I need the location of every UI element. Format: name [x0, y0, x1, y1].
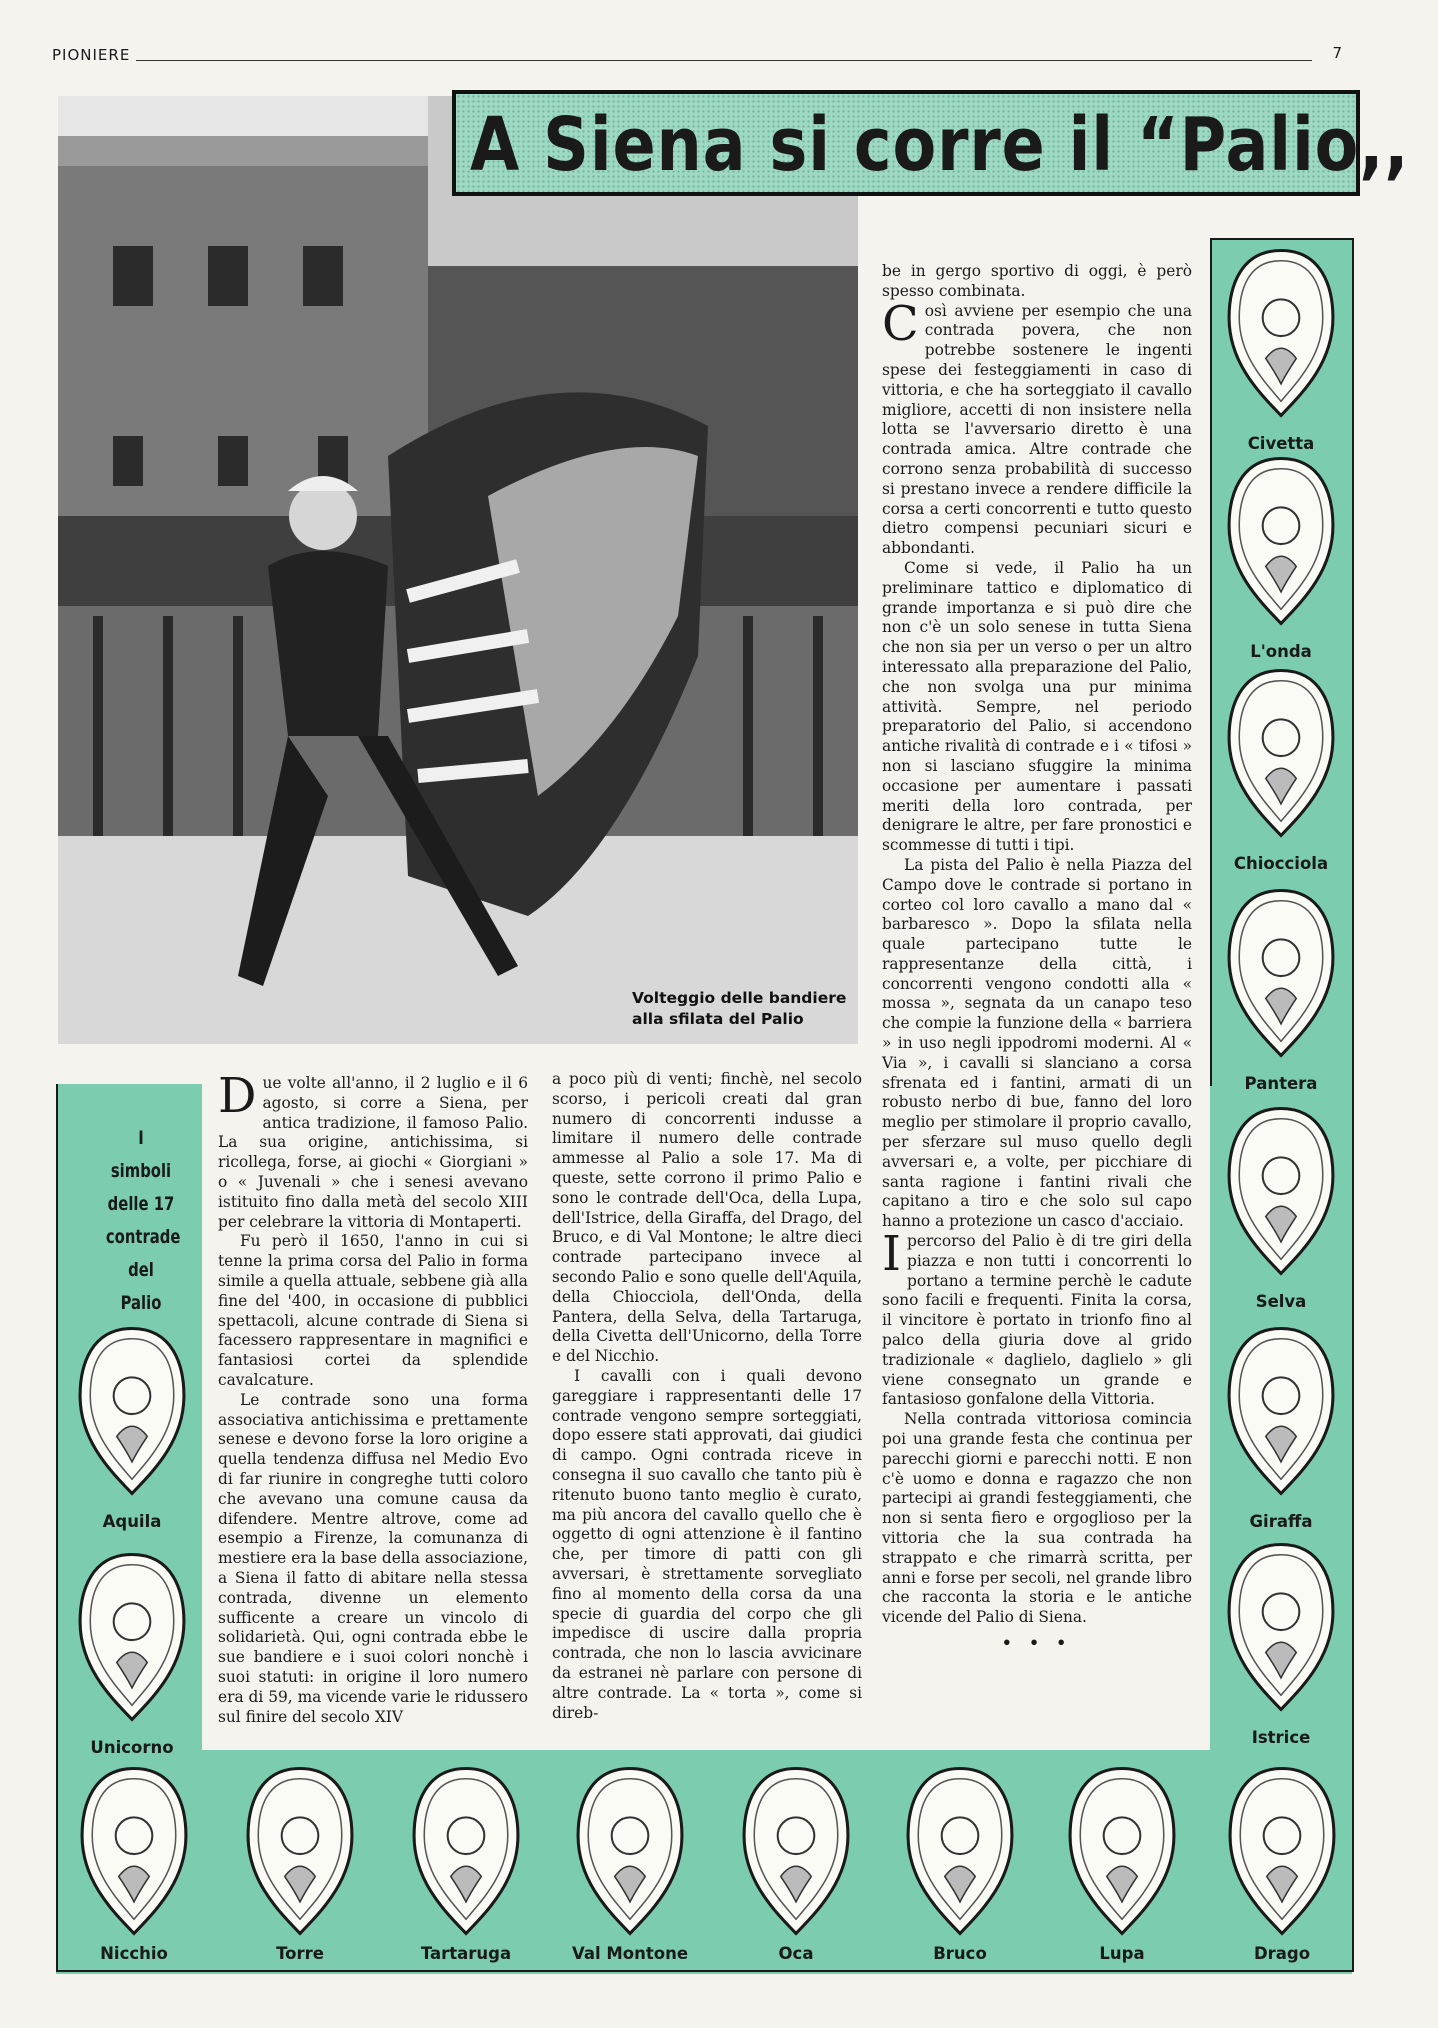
contrada-label: Civetta — [1247, 434, 1315, 453]
contrada-label: Lupa — [1099, 1944, 1145, 1963]
contrada-label: Torre — [276, 1944, 324, 1963]
paragraph: La pista del Palio è nella Piazza del Campo dove le contrade si portano in corteo col loro cavallo a mano dal « barbaresco ». Dopo la sfilata nella quale partecipano tutte le rappresentanze della città, i concorrenti vengono condotti alla « mossa », segnata da un canapo teso che compie la funzione della « barriera » in uso negli ippodromi moderni. Al « Via », i cavalli si slanciano a corsa sfrenata ed i fantini, armati di un robusto nerbo di bue, fanno del loro meglio per stimolare il proprio cavallo, per sferzare sul muso quello degli avversari e, a volte, per picchiare di santa ragione i fantini rivali che capitano a tiro e che solo sul capo hanno a protezione un casco d'acciaio. — [882, 855, 1192, 1231]
headline: A Siena si corre il “Palio,, — [470, 102, 1410, 188]
paragraph: be in gergo sportivo di oggi, è però spesso combinata. — [882, 262, 1192, 300]
article-column-3 — [882, 262, 1192, 1654]
contrada-label: Istrice — [1251, 1728, 1311, 1747]
paragraph: Due volte all'anno, il 2 luglio e il 6 agosto, si corre a Siena, per antica tradizione, il famoso Palio. La sua origine, antichissima, si ricollega, forse, ai giochi « Giorgiani » o « Juvenali » che i senesi avevano istituito fino dalla metà del secolo XIII per celebrare la vittoria di Montaperti. — [218, 1068, 528, 1231]
contrada-emblem-oca — [740, 1764, 852, 1938]
contrada-label: Val Montone — [571, 1944, 689, 1963]
page-number: 7 — [1332, 44, 1342, 62]
symbols-heading-line: del Palio — [120, 1259, 162, 1314]
magazine-name: PIONIERE — [52, 46, 131, 64]
contrada-label: Pantera — [1244, 1074, 1318, 1093]
symbols-heading-line: delle 17 — [107, 1193, 175, 1215]
contrada-label: Oca — [778, 1944, 814, 1963]
contrada-emblem-l-onda — [1225, 452, 1337, 630]
article-column-1 — [218, 1068, 528, 1727]
paragraph: Le contrade sono una forma associativa antichissima e prettamente senese e devono forse la loro origine a quella tendenza diffusa nel Medio Evo di far riunire in congreghe tutti coloro che avevano una comune causa da difendere. Mentre altrove, come ad esempio a Firenze, la comunanza di mestiere era la base della associazione, a Siena il fatto di abitare nella stessa contrada, divenne un elemento sufficente a creare un vincolo di solidarietà. Qui, ogni contrada ebbe le sue bandiere e i suoi colori nonchè i suoi statuti: in origine il loro numero era di 59, ma vicende varie le ridussero sul finire del secolo XIV — [218, 1390, 528, 1726]
drop-cap: I — [882, 1226, 901, 1283]
contrada-label: Aquila — [102, 1512, 162, 1531]
paragraph: Così avviene per esempio che una contrada povera, che non potrebbe sostenere le ingenti spese dei festeggiamenti in caso di vittoria, e che ha sorteggiato il cavallo migliore, accetti di non insistere nella lotta se l'avversario diretto è una contrada amica. Altre contrade che corrono senza probabilità di successo si prestano invece a rendere difficile la corsa a certi concorrenti e tutto questo dietro compensi pecuniari sicuri e abbondanti. — [882, 295, 1192, 558]
contrada-emblem-nicchio — [78, 1764, 190, 1938]
palio-photo — [58, 96, 858, 1044]
paragraph: Fu però il 1650, l'anno in cui si tenne la prima corsa del Palio in forma simile a quella attuale, sebbene già alla fine del '400, in occasione di pubblici spettacoli, alcune contrade di Siena si facessero rappresentare in magnifici e fantasiosi cortei da splendide cavalcature. — [218, 1232, 528, 1389]
symbols-heading-line: contrade — [105, 1226, 181, 1248]
contrada-emblem-chiocciola — [1225, 664, 1337, 842]
caption-line-2: alla sfilata del Palio — [632, 1010, 804, 1028]
contrada-label: L'onda — [1250, 642, 1312, 661]
header-rule — [136, 60, 1312, 61]
contrada-label: Nicchio — [100, 1944, 168, 1963]
contrada-label: Tartaruga — [420, 1944, 512, 1963]
contrada-label: Unicorno — [90, 1738, 174, 1757]
contrada-emblem-civetta — [1225, 244, 1337, 422]
contrada-emblem-aquila — [76, 1322, 188, 1500]
contrada-emblem-selva — [1225, 1102, 1337, 1280]
photo-caption — [632, 988, 862, 1030]
headline-box — [452, 90, 1410, 196]
caption-line-1: Volteggio delle bandiere — [632, 989, 847, 1007]
end-mark: • • • — [1001, 1633, 1073, 1652]
paragraph: Come si vede, il Palio ha un preliminare tattico e diplomatico di grande importanza e si può dire che non c'è un solo senese in tutta Siena che non sia per un verso o per un altro interessato alla preparazione del Palio, che non svolga una pur minima attività. Sempre, nel periodo preparatorio del Palio, si accendono antiche rivalità di contrade e i « tifosi » non si lasciano sfuggire la minima occasione per aumentare i passati meriti della loro contrada, per denigrare le altre, per fare pronostici e scommesse di tutti i tipi. — [882, 558, 1192, 855]
contrada-emblem-pantera — [1225, 884, 1337, 1062]
contrada-label: Drago — [1253, 1944, 1311, 1963]
page-header — [52, 46, 1342, 68]
contrada-emblem-drago — [1226, 1764, 1338, 1938]
contrada-emblem-unicorno — [76, 1548, 188, 1726]
contrada-label: Bruco — [933, 1944, 987, 1963]
paragraph: I cavalli con i quali devono gareggiare i rappresentanti delle 17 contrade vengono sempre sorteggiati, dopo essere stati approvati, dai giudici di campo. Ogni contrada riceve in consegna il suo cavallo che tanto più è ritenuto buono tanto meglio è curato, ma più ancora del cavallo quello che è oggetto di ogni attenzione è il fantino che, per timore di patti con gli avversari, è strettamente sorvegliato fino al momento della corsa da una specie di guardia del corpo che gli impedisce di uscire dalla propria contrada, che non lo lascia avvicinare da estranei nè parlare con persone di altre contrade. La « torta », come si direb- — [552, 1366, 862, 1722]
contrada-emblem-bruco — [904, 1764, 1016, 1938]
drop-cap: C — [882, 295, 919, 352]
paragraph: a poco più di venti; finchè, nel secolo scorso, i pericoli creati dal gran numero di concorrenti indusse a limitare il numero delle contrade ammesse al Palio a sole 17. Ma di queste, sette corrono il primo Palio e sono le contrade dell'Oca, della Lupa, dell'Istrice, della Giraffa, del Drago, del Bruco, e di Val Montone; le altre dieci contrade partecipano invece al secondo Palio e sono quelle dell'Aquila, della Chiocciola, dell'Onda, della Pantera, della Selva, della Tartaruga, della Civetta dell'Unicorno, della Torre e del Nicchio. — [552, 1070, 862, 1366]
paragraph: Nella contrada vittoriosa comincia poi una grande festa che continua per parecchi giorni e parecchi notti. E non c'è uomo e donna e ragazzo che non partecipi ai grandi festeggiamenti, che non si senta fiero e orgoglioso per la vittoria che la sua contrada ha strappato e che rimarrà scritta, per anni e forse per secoli, nel grande libro che racconta la storia e le antiche vicende del Palio di Siena. — [882, 1410, 1192, 1627]
contrada-emblem-val-montone — [574, 1764, 686, 1938]
contrada-emblem-giraffa — [1225, 1322, 1337, 1500]
drop-cap: D — [218, 1068, 257, 1124]
symbols-heading-line: I simboli — [110, 1127, 172, 1182]
contrada-emblem-lupa — [1066, 1764, 1178, 1938]
article-column-2 — [552, 1070, 862, 1723]
symbols-heading — [105, 1122, 181, 1320]
contrada-label: Giraffa — [1249, 1512, 1313, 1531]
contrada-emblem-tartaruga — [410, 1764, 522, 1938]
contrada-emblem-istrice — [1225, 1538, 1337, 1716]
contrada-label: Chiocciola — [1233, 854, 1329, 873]
paragraph: I percorso del Palio è di tre giri della piazza e non tutti i concorrenti lo portano a termine perchè le cadute sono facili e frequenti. Finita la corsa, il vincitore è portato in trionfo fino al palco della giuria dove al grido tradizionale « daglielo, daglielo » gli viene consegnato un grande e fantasioso gonfalone della Vittoria. — [882, 1226, 1192, 1409]
contrada-label: Selva — [1255, 1292, 1307, 1311]
contrada-emblem-torre — [244, 1764, 356, 1938]
